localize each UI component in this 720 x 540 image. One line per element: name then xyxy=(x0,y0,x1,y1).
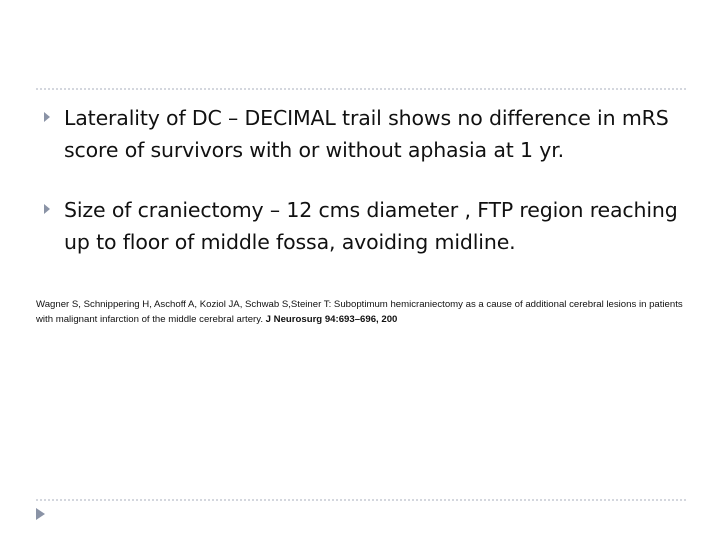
bullet-item-size xyxy=(40,194,690,258)
citation xyxy=(36,298,696,327)
citation-journal: J Neurosurg 94:693–696, 200 xyxy=(265,313,398,325)
play-arrow-icon[interactable] xyxy=(36,508,45,520)
triangle-bullet-icon xyxy=(44,112,50,122)
bullet-text: Laterality of DC – DECIMAL trail shows no difference in mRS score of survivors with or without aphasia at 1 yr. xyxy=(64,106,669,162)
triangle-bullet-icon xyxy=(44,204,50,214)
top-divider xyxy=(36,88,686,90)
bullet-text: Size of craniectomy – 12 cms diameter , FTP region reaching up to floor of middle fossa, avoiding midline. xyxy=(64,198,678,254)
bottom-divider xyxy=(36,499,686,501)
bullet-list xyxy=(40,102,690,286)
citation-authors-title: Wagner S, Schnippering H, Aschoff A, Koziol JA, Schwab S,Steiner T: Suboptimum hemicraniectomy as a cause of additional cerebral lesions in patients with malignant infarction of the middle cerebral artery. xyxy=(36,299,683,325)
bullet-item-laterality xyxy=(40,102,690,166)
